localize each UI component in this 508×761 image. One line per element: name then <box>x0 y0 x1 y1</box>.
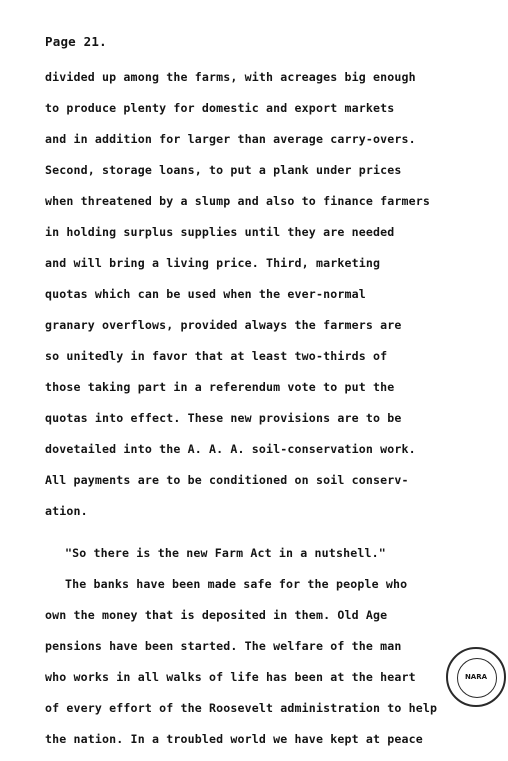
text-line: to produce plenty for domestic and export markets <box>45 101 395 115</box>
text-line: so unitedly in favor that at least two-thirds of <box>45 349 388 363</box>
text-line: Second, storage loans, to put a plank under prices <box>45 163 402 177</box>
text-line: dovetailed into the A. A. A. soil-conservation work. <box>45 442 416 456</box>
text-line: granary overflows, provided always the farmers are <box>45 318 402 332</box>
text-line: ation. <box>45 504 88 518</box>
page-header: Page 21. <box>45 34 107 49</box>
text-line: The banks have been made safe for the people who <box>65 577 408 591</box>
text-line: in holding surplus supplies until they are needed <box>45 225 395 239</box>
stamp-label: NARA <box>464 673 488 681</box>
archive-stamp <box>446 647 506 707</box>
text-line: and will bring a living price. Third, marketing <box>45 256 381 270</box>
text-line: divided up among the farms, with acreages big enough <box>45 70 416 84</box>
text-line: of every effort of the Roosevelt administration to help <box>45 701 438 715</box>
text-line: the nation. In a troubled world we have kept at peace <box>45 732 423 746</box>
text-line-quote: "So there is the new Farm Act in a nutshell." <box>65 546 386 560</box>
body-text <box>45 62 475 755</box>
text-line: those taking part in a referendum vote to put the <box>45 380 395 394</box>
text-line: quotas into effect. These new provisions are to be <box>45 411 402 425</box>
text-line: and in addition for larger than average carry-overs. <box>45 132 416 146</box>
text-line: when threatened by a slump and also to finance farmers <box>45 194 431 208</box>
text-line: who works in all walks of life has been at the heart <box>45 670 416 684</box>
text-line: pensions have been started. The welfare of the man <box>45 639 402 653</box>
text-line: own the money that is deposited in them. Old Age <box>45 608 388 622</box>
text-line: quotas which can be used when the ever-normal <box>45 287 366 301</box>
text-line: All payments are to be conditioned on soil conserv- <box>45 473 409 487</box>
